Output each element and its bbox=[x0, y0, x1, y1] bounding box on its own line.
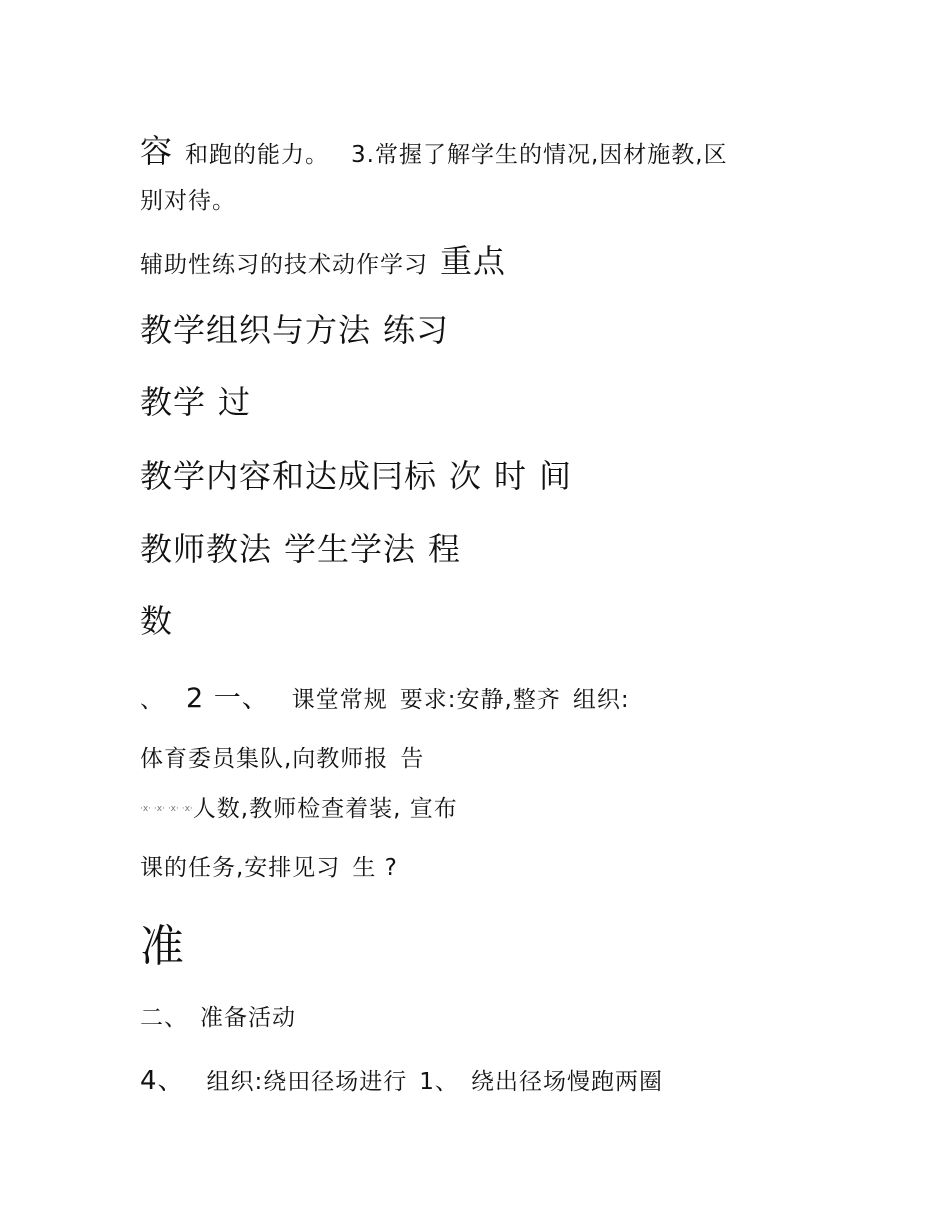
heading-run: 重点 bbox=[440, 242, 507, 280]
text-run: 和跑的能力。 bbox=[185, 142, 330, 168]
text-run: 辅助性练习的技术动作学习 bbox=[140, 252, 428, 278]
text-line-2: 别对待。 bbox=[140, 188, 236, 214]
text-run: 程 bbox=[428, 530, 462, 568]
text-line-4 bbox=[140, 311, 450, 349]
text-run: 组织:绕田径场进行 bbox=[206, 1069, 408, 1095]
text-run: 要求:安静,整齐 bbox=[399, 687, 561, 713]
text-line-5 bbox=[140, 383, 252, 421]
text-run: 课的任务,安排见习 bbox=[140, 855, 341, 881]
text-run: 课堂常规 bbox=[291, 687, 388, 713]
text-run: 4、 bbox=[140, 1066, 185, 1096]
text-run: 告 bbox=[400, 746, 425, 772]
text-line-15 bbox=[140, 1068, 663, 1094]
text-line-1 bbox=[140, 132, 728, 170]
text-run: 教师教法 bbox=[140, 530, 273, 568]
text-line-14 bbox=[140, 1007, 296, 1030]
text-line-9 bbox=[140, 685, 630, 712]
text-run: 间 bbox=[539, 457, 573, 495]
text-run: 2 一、 bbox=[186, 683, 270, 714]
text-run: 人数,教师检查着装, 宣布 bbox=[192, 796, 458, 822]
text-line-6 bbox=[140, 457, 573, 495]
text-run: 1、 bbox=[419, 1069, 459, 1095]
large-char: 容 bbox=[140, 132, 174, 170]
text-line-8: 数 bbox=[140, 602, 174, 640]
text-run: 教学内容和达成冃标 bbox=[140, 457, 438, 495]
text-run: 教学 bbox=[140, 383, 207, 421]
text-run: 二、 bbox=[140, 1005, 188, 1031]
text-run: 组织: bbox=[572, 687, 630, 713]
text-line-10 bbox=[140, 748, 424, 771]
text-run: 体育委员集队,向教师报 bbox=[140, 746, 389, 772]
text-run: 3.常握了解学生的情况,因材施教,区 bbox=[351, 142, 728, 168]
text-run: 、 bbox=[140, 687, 164, 713]
text-run: 绕出径场慢跑两圈 bbox=[470, 1069, 663, 1095]
text-run: 时 bbox=[494, 457, 528, 495]
text-run: 教学组织与方法 bbox=[140, 311, 372, 349]
text-line-7 bbox=[140, 530, 462, 568]
text-run: 过 bbox=[218, 383, 252, 421]
text-run: 次 bbox=[449, 457, 483, 495]
text-run: 练习 bbox=[383, 311, 450, 349]
text-line-3 bbox=[140, 242, 507, 280]
text-line-13: 准 bbox=[140, 921, 184, 972]
text-line-12 bbox=[140, 857, 398, 880]
dotted-marks: ·x· ·x· ·x· ·x· bbox=[140, 804, 193, 814]
text-run: 生 ? bbox=[352, 855, 398, 881]
text-run: 学生学法 bbox=[284, 530, 417, 568]
text-run: 准备活动 bbox=[200, 1005, 296, 1031]
text-line-11 bbox=[140, 798, 458, 821]
